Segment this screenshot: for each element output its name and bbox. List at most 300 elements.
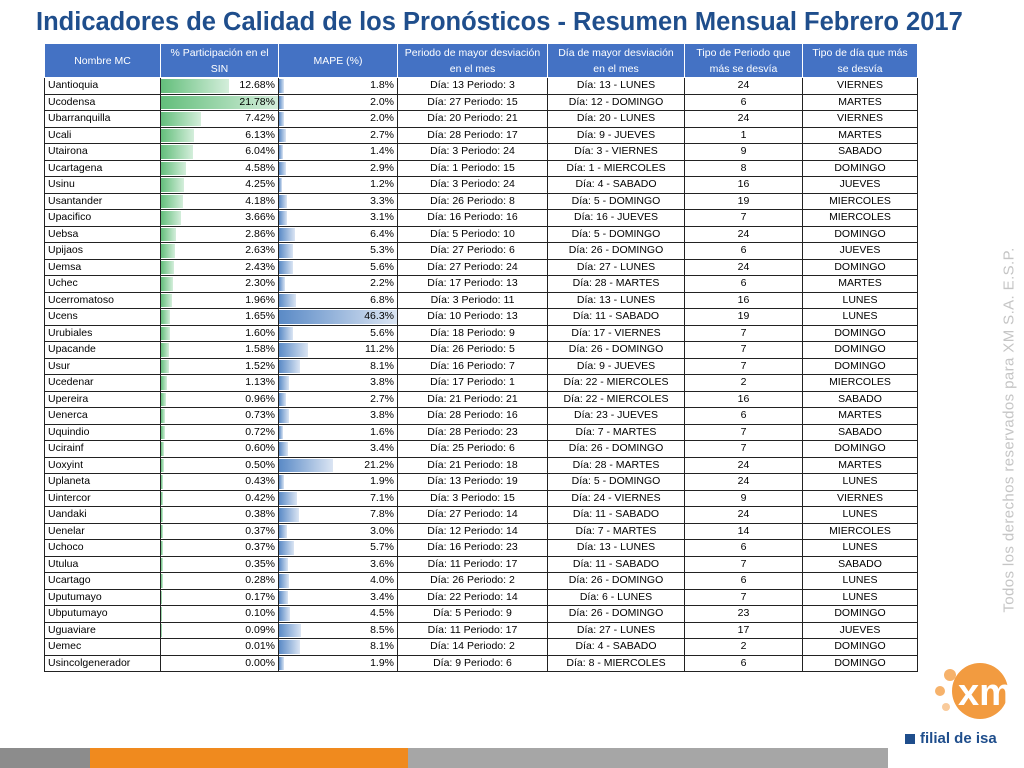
table-row	[45, 622, 918, 639]
participacion-data-bar	[161, 195, 183, 209]
cell-participacion	[161, 127, 279, 144]
xm-logo-icon	[888, 655, 1008, 727]
table-row	[45, 78, 918, 95]
cell-tipo-periodo: 7	[685, 589, 803, 606]
mape-value: 8.1%	[370, 359, 394, 372]
cell-mape	[279, 589, 398, 606]
cell-dia-mayor-desviacion: Día: 7 - MARTES	[548, 523, 685, 540]
cell-dia-mayor-desviacion: Día: 13 - LUNES	[548, 292, 685, 309]
table-row	[45, 573, 918, 590]
cell-dia-mayor-desviacion: Día: 28 - MARTES	[548, 457, 685, 474]
cell-participacion	[161, 606, 279, 623]
participacion-value: 0.42%	[245, 491, 275, 504]
table-row	[45, 193, 918, 210]
cell-participacion	[161, 589, 279, 606]
table-body	[45, 78, 918, 672]
cell-tipo-dia: JUEVES	[803, 243, 918, 260]
mape-value: 21.2%	[364, 458, 394, 471]
mape-value: 1.4%	[370, 145, 394, 158]
participacion-value: 0.37%	[245, 541, 275, 554]
participacion-value: 0.72%	[245, 425, 275, 438]
cell-periodo-mayor-desviacion: Día: 16 Periodo: 23	[398, 540, 548, 557]
table-row	[45, 358, 918, 375]
cell-tipo-periodo: 6	[685, 573, 803, 590]
cell-tipo-dia: SABADO	[803, 144, 918, 161]
mape-value: 5.7%	[370, 541, 394, 554]
cell-tipo-periodo: 6	[685, 276, 803, 293]
cell-mape	[279, 127, 398, 144]
participacion-data-bar	[161, 228, 176, 242]
mape-data-bar	[279, 178, 282, 192]
mape-data-bar	[279, 525, 287, 539]
cell-nombre-mc: Ucirainf	[45, 441, 161, 458]
cell-dia-mayor-desviacion: Día: 7 - MARTES	[548, 424, 685, 441]
mape-value: 2.7%	[370, 128, 394, 141]
cell-nombre-mc: Ucerromatoso	[45, 292, 161, 309]
cell-nombre-mc: Ucartagena	[45, 160, 161, 177]
mape-value: 1.2%	[370, 178, 394, 191]
cell-periodo-mayor-desviacion: Día: 3 Periodo: 24	[398, 144, 548, 161]
mape-data-bar	[279, 343, 308, 357]
cell-tipo-dia: LUNES	[803, 474, 918, 491]
mape-data-bar	[279, 541, 294, 555]
mape-data-bar	[279, 558, 288, 572]
participacion-data-bar	[161, 393, 166, 407]
cell-dia-mayor-desviacion: Día: 11 - SABADO	[548, 507, 685, 524]
table-row	[45, 342, 918, 359]
cell-nombre-mc: Ucartago	[45, 573, 161, 590]
cell-tipo-dia: SABADO	[803, 424, 918, 441]
cell-mape	[279, 573, 398, 590]
table-row	[45, 441, 918, 458]
participacion-value: 6.04%	[245, 145, 275, 158]
participacion-value: 1.65%	[245, 310, 275, 323]
cell-tipo-dia: DOMINGO	[803, 639, 918, 656]
cell-nombre-mc: Uebsa	[45, 226, 161, 243]
mape-data-bar	[279, 162, 286, 176]
cell-tipo-dia: JUEVES	[803, 622, 918, 639]
copyright-watermark: Todos los derechos reservados para XM S.A. E.S.P.	[1000, 247, 1018, 613]
mape-data-bar	[279, 79, 284, 93]
header-participacion: % Participación en el SIN	[161, 44, 279, 78]
table-row	[45, 655, 918, 672]
mape-value: 2.2%	[370, 277, 394, 290]
cell-tipo-periodo: 2	[685, 375, 803, 392]
table-row	[45, 424, 918, 441]
cell-nombre-mc: Uemsa	[45, 259, 161, 276]
cell-tipo-dia: VIERNES	[803, 490, 918, 507]
cell-tipo-periodo: 16	[685, 177, 803, 194]
participacion-value: 1.60%	[245, 326, 275, 339]
xm-logo	[888, 655, 1008, 727]
cell-dia-mayor-desviacion: Día: 5 - DOMINGO	[548, 193, 685, 210]
cell-dia-mayor-desviacion: Día: 11 - SABADO	[548, 309, 685, 326]
cell-dia-mayor-desviacion: Día: 9 - JUEVES	[548, 358, 685, 375]
cell-periodo-mayor-desviacion: Día: 13 Periodo: 3	[398, 78, 548, 95]
cell-periodo-mayor-desviacion: Día: 26 Periodo: 5	[398, 342, 548, 359]
cell-tipo-periodo: 7	[685, 358, 803, 375]
cell-participacion	[161, 490, 279, 507]
footer-bar-gray-left	[0, 748, 90, 768]
cell-tipo-dia: MIERCOLES	[803, 523, 918, 540]
table-row	[45, 243, 918, 260]
cell-periodo-mayor-desviacion: Día: 28 Periodo: 16	[398, 408, 548, 425]
cell-tipo-periodo: 6	[685, 540, 803, 557]
cell-nombre-mc: Uenelar	[45, 523, 161, 540]
mape-data-bar	[279, 96, 284, 110]
cell-mape	[279, 606, 398, 623]
cell-participacion	[161, 556, 279, 573]
mape-data-bar	[279, 459, 333, 473]
cell-tipo-dia: DOMINGO	[803, 606, 918, 623]
cell-mape	[279, 193, 398, 210]
mape-value: 8.5%	[370, 623, 394, 636]
cell-mape	[279, 490, 398, 507]
cell-dia-mayor-desviacion: Día: 26 - DOMINGO	[548, 573, 685, 590]
table-row	[45, 523, 918, 540]
cell-tipo-periodo: 24	[685, 474, 803, 491]
participacion-data-bar	[161, 541, 163, 555]
participacion-data-bar	[161, 376, 167, 390]
header-nombre-mc: Nombre MC	[45, 44, 161, 78]
cell-mape	[279, 655, 398, 672]
cell-periodo-mayor-desviacion: Día: 26 Periodo: 2	[398, 573, 548, 590]
cell-tipo-dia: DOMINGO	[803, 441, 918, 458]
filial-text: filial de isa	[920, 730, 997, 747]
cell-dia-mayor-desviacion: Día: 8 - MIERCOLES	[548, 655, 685, 672]
participacion-value: 12.68%	[239, 79, 275, 92]
mape-data-bar	[279, 409, 289, 423]
table-row	[45, 160, 918, 177]
cell-mape	[279, 540, 398, 557]
cell-mape	[279, 160, 398, 177]
cell-dia-mayor-desviacion: Día: 1 - MIERCOLES	[548, 160, 685, 177]
mape-data-bar	[279, 244, 293, 258]
mape-data-bar	[279, 228, 295, 242]
cell-tipo-dia: LUNES	[803, 573, 918, 590]
mape-value: 6.8%	[370, 293, 394, 306]
mape-data-bar	[279, 475, 284, 489]
table-row	[45, 507, 918, 524]
participacion-value: 4.25%	[245, 178, 275, 191]
cell-nombre-mc: Upijaos	[45, 243, 161, 260]
cell-periodo-mayor-desviacion: Día: 26 Periodo: 8	[398, 193, 548, 210]
table-row	[45, 325, 918, 342]
cell-periodo-mayor-desviacion: Día: 28 Periodo: 17	[398, 127, 548, 144]
cell-tipo-dia: LUNES	[803, 507, 918, 524]
cell-nombre-mc: Ucali	[45, 127, 161, 144]
table-row	[45, 606, 918, 623]
cell-nombre-mc: Uemec	[45, 639, 161, 656]
mape-data-bar	[279, 294, 296, 308]
mape-data-bar	[279, 393, 286, 407]
cell-mape	[279, 210, 398, 227]
cell-tipo-periodo: 7	[685, 342, 803, 359]
cell-dia-mayor-desviacion: Día: 11 - SABADO	[548, 556, 685, 573]
footer-bar-orange	[90, 748, 408, 768]
mape-data-bar	[279, 508, 299, 522]
cell-nombre-mc: Usur	[45, 358, 161, 375]
table-row	[45, 177, 918, 194]
mape-value: 6.4%	[370, 227, 394, 240]
participacion-data-bar	[161, 591, 162, 605]
mape-value: 1.9%	[370, 656, 394, 669]
participacion-data-bar	[161, 244, 175, 258]
cell-participacion	[161, 193, 279, 210]
cell-participacion	[161, 474, 279, 491]
cell-tipo-periodo: 8	[685, 160, 803, 177]
table-row	[45, 259, 918, 276]
participacion-data-bar	[161, 607, 162, 621]
cell-dia-mayor-desviacion: Día: 28 - MARTES	[548, 276, 685, 293]
cell-mape	[279, 342, 398, 359]
cell-periodo-mayor-desviacion: Día: 17 Periodo: 13	[398, 276, 548, 293]
mape-value: 5.6%	[370, 260, 394, 273]
table-row	[45, 391, 918, 408]
participacion-value: 4.18%	[245, 194, 275, 207]
cell-tipo-dia: DOMINGO	[803, 655, 918, 672]
cell-tipo-periodo: 6	[685, 243, 803, 260]
header-periodo-mayor-desviacion: Periodo de mayor desviación en el mes	[398, 44, 548, 78]
mape-value: 2.9%	[370, 161, 394, 174]
cell-tipo-dia: SABADO	[803, 556, 918, 573]
cell-tipo-dia: LUNES	[803, 309, 918, 326]
cell-participacion	[161, 292, 279, 309]
cell-participacion	[161, 111, 279, 128]
cell-tipo-dia: MARTES	[803, 408, 918, 425]
cell-nombre-mc: Uchec	[45, 276, 161, 293]
participacion-value: 3.66%	[245, 211, 275, 224]
cell-tipo-dia: DOMINGO	[803, 342, 918, 359]
participacion-data-bar	[161, 525, 163, 539]
cell-tipo-dia: MARTES	[803, 276, 918, 293]
participacion-value: 0.10%	[245, 607, 275, 620]
cell-tipo-periodo: 23	[685, 606, 803, 623]
participacion-value: 0.37%	[245, 524, 275, 537]
cell-participacion	[161, 309, 279, 326]
footer-bar-gray-right	[408, 748, 888, 768]
cell-participacion	[161, 243, 279, 260]
cell-mape	[279, 78, 398, 95]
logo-dot-3	[942, 703, 950, 711]
participacion-value: 21.78%	[239, 95, 275, 108]
cell-dia-mayor-desviacion: Día: 20 - LUNES	[548, 111, 685, 128]
cell-nombre-mc: Ucedenar	[45, 375, 161, 392]
mape-value: 3.4%	[370, 590, 394, 603]
mape-data-bar	[279, 574, 289, 588]
participacion-data-bar	[161, 277, 173, 291]
cell-periodo-mayor-desviacion: Día: 28 Periodo: 23	[398, 424, 548, 441]
cell-mape	[279, 639, 398, 656]
cell-tipo-periodo: 24	[685, 507, 803, 524]
mape-data-bar	[279, 261, 293, 275]
cell-dia-mayor-desviacion: Día: 12 - DOMINGO	[548, 94, 685, 111]
cell-tipo-dia: DOMINGO	[803, 325, 918, 342]
participacion-value: 0.73%	[245, 409, 275, 422]
cell-tipo-periodo: 14	[685, 523, 803, 540]
table-row	[45, 375, 918, 392]
participacion-data-bar	[161, 294, 172, 308]
cell-periodo-mayor-desviacion: Día: 16 Periodo: 16	[398, 210, 548, 227]
mape-data-bar	[279, 211, 287, 225]
cell-participacion	[161, 523, 279, 540]
cell-periodo-mayor-desviacion: Día: 13 Periodo: 19	[398, 474, 548, 491]
participacion-value: 0.50%	[245, 458, 275, 471]
participacion-value: 0.96%	[245, 392, 275, 405]
participacion-value: 0.35%	[245, 557, 275, 570]
cell-periodo-mayor-desviacion: Día: 18 Periodo: 9	[398, 325, 548, 342]
cell-dia-mayor-desviacion: Día: 22 - MIERCOLES	[548, 391, 685, 408]
mape-data-bar	[279, 426, 283, 440]
participacion-data-bar	[161, 508, 163, 522]
header-tipo-periodo: Tipo de Periodo que más se desvía	[685, 44, 803, 78]
cell-tipo-dia: LUNES	[803, 292, 918, 309]
cell-participacion	[161, 391, 279, 408]
cell-mape	[279, 144, 398, 161]
participacion-value: 2.30%	[245, 277, 275, 290]
cell-participacion	[161, 375, 279, 392]
header-tipo-dia: Tipo de día que más se desvía	[803, 44, 918, 78]
mape-data-bar	[279, 360, 300, 374]
cell-periodo-mayor-desviacion: Día: 3 Periodo: 15	[398, 490, 548, 507]
participacion-value: 0.01%	[245, 640, 275, 653]
participacion-value: 1.52%	[245, 359, 275, 372]
cell-tipo-dia: MIERCOLES	[803, 210, 918, 227]
cell-participacion	[161, 342, 279, 359]
cell-mape	[279, 408, 398, 425]
mape-value: 5.6%	[370, 326, 394, 339]
cell-tipo-periodo: 24	[685, 259, 803, 276]
cell-nombre-mc: Uchoco	[45, 540, 161, 557]
cell-tipo-dia: MARTES	[803, 94, 918, 111]
cell-nombre-mc: Uantioquia	[45, 78, 161, 95]
cell-tipo-dia: MARTES	[803, 127, 918, 144]
cell-participacion	[161, 622, 279, 639]
cell-nombre-mc: Utairona	[45, 144, 161, 161]
cell-tipo-periodo: 16	[685, 391, 803, 408]
forecast-quality-table	[44, 43, 918, 672]
table-row	[45, 490, 918, 507]
table-row	[45, 210, 918, 227]
mape-data-bar	[279, 376, 289, 390]
cell-nombre-mc: Uplaneta	[45, 474, 161, 491]
cell-mape	[279, 292, 398, 309]
cell-periodo-mayor-desviacion: Día: 22 Periodo: 14	[398, 589, 548, 606]
cell-dia-mayor-desviacion: Día: 9 - JUEVES	[548, 127, 685, 144]
participacion-value: 1.58%	[245, 343, 275, 356]
cell-mape	[279, 391, 398, 408]
cell-periodo-mayor-desviacion: Día: 5 Periodo: 9	[398, 606, 548, 623]
cell-periodo-mayor-desviacion: Día: 3 Periodo: 24	[398, 177, 548, 194]
cell-nombre-mc: Upacande	[45, 342, 161, 359]
mape-value: 2.0%	[370, 112, 394, 125]
cell-participacion	[161, 144, 279, 161]
cell-periodo-mayor-desviacion: Día: 14 Periodo: 2	[398, 639, 548, 656]
participacion-data-bar	[161, 145, 193, 159]
mape-value: 2.0%	[370, 95, 394, 108]
table-row	[45, 556, 918, 573]
cell-dia-mayor-desviacion: Día: 26 - DOMINGO	[548, 342, 685, 359]
cell-tipo-periodo: 2	[685, 639, 803, 656]
cell-participacion	[161, 78, 279, 95]
cell-tipo-periodo: 1	[685, 127, 803, 144]
cell-mape	[279, 474, 398, 491]
mape-value: 7.1%	[370, 491, 394, 504]
mape-data-bar	[279, 607, 290, 621]
cell-participacion	[161, 226, 279, 243]
participacion-value: 0.09%	[245, 623, 275, 636]
cell-tipo-periodo: 6	[685, 94, 803, 111]
table-row	[45, 226, 918, 243]
cell-tipo-periodo: 9	[685, 144, 803, 161]
cell-periodo-mayor-desviacion: Día: 27 Periodo: 24	[398, 259, 548, 276]
participacion-value: 0.28%	[245, 574, 275, 587]
mape-data-bar	[279, 277, 285, 291]
cell-participacion	[161, 573, 279, 590]
table-row	[45, 111, 918, 128]
mape-value: 46.3%	[364, 310, 394, 323]
cell-mape	[279, 309, 398, 326]
cell-periodo-mayor-desviacion: Día: 20 Periodo: 21	[398, 111, 548, 128]
cell-participacion	[161, 457, 279, 474]
logo-dot-1	[944, 669, 956, 681]
cell-mape	[279, 457, 398, 474]
mape-value: 3.1%	[370, 211, 394, 224]
participacion-data-bar	[161, 343, 169, 357]
footer-bar	[0, 748, 1024, 768]
cell-nombre-mc: Uputumayo	[45, 589, 161, 606]
participacion-data-bar	[161, 459, 164, 473]
mape-data-bar	[279, 657, 284, 671]
cell-dia-mayor-desviacion: Día: 26 - DOMINGO	[548, 606, 685, 623]
cell-periodo-mayor-desviacion: Día: 12 Periodo: 14	[398, 523, 548, 540]
cell-tipo-periodo: 19	[685, 193, 803, 210]
mape-data-bar	[279, 640, 300, 654]
mape-data-bar	[279, 195, 287, 209]
cell-tipo-periodo: 24	[685, 111, 803, 128]
cell-mape	[279, 507, 398, 524]
participacion-value: 1.96%	[245, 293, 275, 306]
mape-data-bar	[279, 492, 297, 506]
cell-nombre-mc: Upereira	[45, 391, 161, 408]
cell-nombre-mc: Usincolgenerador	[45, 655, 161, 672]
cell-periodo-mayor-desviacion: Día: 21 Periodo: 21	[398, 391, 548, 408]
participacion-data-bar	[161, 162, 186, 176]
cell-periodo-mayor-desviacion: Día: 27 Periodo: 15	[398, 94, 548, 111]
participacion-data-bar	[161, 211, 181, 225]
mape-value: 1.6%	[370, 425, 394, 438]
cell-participacion	[161, 408, 279, 425]
mape-data-bar	[279, 591, 288, 605]
mape-value: 7.8%	[370, 508, 394, 521]
mape-data-bar	[279, 112, 284, 126]
cell-tipo-periodo: 24	[685, 226, 803, 243]
cell-tipo-periodo: 17	[685, 622, 803, 639]
participacion-data-bar	[161, 574, 163, 588]
cell-mape	[279, 259, 398, 276]
cell-mape	[279, 226, 398, 243]
cell-periodo-mayor-desviacion: Día: 27 Periodo: 6	[398, 243, 548, 260]
mape-value: 1.8%	[370, 79, 394, 92]
table-row	[45, 639, 918, 656]
cell-participacion	[161, 177, 279, 194]
cell-tipo-periodo: 9	[685, 490, 803, 507]
cell-participacion	[161, 655, 279, 672]
cell-tipo-dia: VIERNES	[803, 78, 918, 95]
cell-nombre-mc: Uguaviare	[45, 622, 161, 639]
cell-participacion	[161, 210, 279, 227]
table-row	[45, 589, 918, 606]
